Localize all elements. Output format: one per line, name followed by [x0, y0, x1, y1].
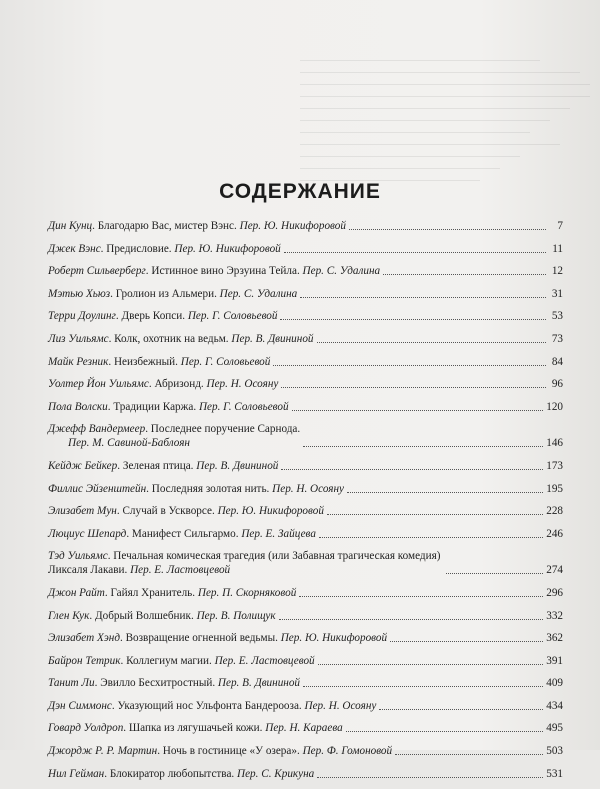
dot-leader	[379, 708, 543, 710]
entry-translator: Пер. Н. Осояну	[206, 378, 279, 391]
entry-author: Терри Доулинг	[48, 310, 116, 323]
toc-entry	[48, 586, 563, 600]
entry-translator: Пер. Ю. Никифоровой	[239, 220, 346, 232]
entry-page: 11	[552, 242, 563, 255]
entry-text: Мэтью Хьюз. Гролион из Альмери. Пер. С. Удалина	[48, 287, 298, 300]
toc-entry	[48, 400, 563, 414]
toc-entry	[48, 355, 563, 369]
entry-text: Джефф Вандермеер. Последнее поручение Сарнода. Пер. М. Савиной-Баблоян	[48, 423, 301, 450]
entry-text: Байрон Тетрик. Коллегиум магии. Пер. Е. Ластовцевой	[48, 654, 315, 667]
toc-entry	[48, 482, 563, 496]
entry-work: Манифест Сильгармо.	[131, 527, 239, 540]
dot-leader	[280, 318, 546, 320]
toc-entry	[48, 744, 563, 758]
entry-work: Случай в Ускворсе.	[122, 505, 215, 518]
dot-leader	[327, 513, 543, 515]
toc-entry	[48, 264, 563, 278]
entry-work: Зеленая птица.	[122, 459, 194, 472]
entry-translator: Пер. Н. Осояну	[272, 482, 344, 495]
entry-page: 531	[546, 767, 563, 780]
toc-entry	[48, 767, 563, 781]
entry-author: Уолтер Йон Уильямс	[48, 378, 149, 391]
entry-page: 31	[551, 287, 563, 300]
entry-translator: Пер. С. Крикуна	[237, 767, 315, 780]
entry-work: Гролион из Альмери.	[115, 287, 217, 300]
entry-translator: Пер. Г. Соловьевой	[180, 355, 271, 368]
dot-leader	[279, 618, 544, 620]
entry-text: Кейдж Бейкер. Зеленая птица. Пер. В. Двининой	[48, 459, 279, 472]
entry-text: Терри Доулинг. Дверь Копси. Пер. Г. Соловьевой	[48, 310, 278, 323]
toc-entry	[48, 459, 563, 473]
toc-entry	[48, 377, 563, 391]
toc-entry	[48, 332, 563, 346]
dot-leader	[383, 273, 546, 275]
toc-entry	[48, 654, 563, 668]
dot-leader	[346, 730, 544, 732]
entry-author: Байрон Тетрик	[48, 654, 121, 667]
entry-work: Коллегиум магии.	[126, 654, 212, 667]
entry-page: 7	[557, 220, 563, 232]
dot-leader	[273, 364, 546, 366]
entry-work: Дверь Копси.	[121, 310, 186, 323]
toc-entry	[48, 631, 563, 645]
entry-translator: Пер. Е. Зайцева	[241, 527, 316, 540]
entry-translator: Пер. В. Двининой	[196, 459, 279, 472]
entry-text: Люциус Шепард. Манифест Сильгармо. Пер. Е. Зайцева	[48, 527, 316, 540]
entry-work: Абризонд.	[154, 378, 204, 391]
entry-translator: Пер. Г. Соловьевой	[187, 310, 278, 323]
entry-author: Лиз Уильямс	[48, 332, 109, 345]
dot-leader	[300, 296, 546, 298]
toc-entry	[48, 527, 563, 541]
entry-work: Ночь в гостинице «У озера».	[162, 745, 300, 758]
entry-translator: Пер. С. Удалина	[302, 265, 381, 278]
entry-translator: Пер. В. Двининой	[231, 332, 314, 345]
entry-translator: Пер. Г. Соловьевой	[198, 400, 289, 413]
toc-entry	[48, 549, 563, 577]
toc-entry	[48, 219, 563, 233]
entry-translator: Пер. М. Савиной-Баблоян	[68, 437, 190, 450]
entry-work: Неизбежный.	[113, 355, 178, 368]
entry-author: Джордж Р. Р. Мартин	[48, 745, 158, 758]
dot-leader	[319, 536, 543, 538]
entry-work: Истинное вино Эрзуина Тейла.	[151, 265, 300, 278]
entry-work: Последнее поручение Сарнода.	[150, 423, 301, 436]
entry-text: Элизабет Мун. Случай в Ускворсе. Пер. Ю. Никифоровой	[48, 505, 324, 518]
entry-author: Тэд Уильямс	[48, 550, 108, 563]
entry-author: Мэтью Хьюз	[48, 287, 111, 300]
entry-author: Пола Волски	[48, 400, 108, 413]
dot-leader	[281, 386, 546, 388]
entry-work: Колк, охотник на ведьм.	[114, 332, 229, 345]
entry-translator: Пер. Ю. Никифоровой	[174, 242, 281, 255]
dot-leader	[303, 685, 543, 687]
entry-translator: Пер. Ю. Никифоровой	[217, 505, 324, 518]
entry-page: 296	[546, 586, 563, 599]
entry-page: 409	[546, 677, 563, 690]
entry-page: 53	[551, 310, 563, 323]
dot-leader	[317, 776, 543, 778]
entry-translator: Пер. Н. Караева	[265, 722, 343, 735]
entry-text: Глен Кук. Добрый Волшебник. Пер. В. Полищук	[48, 609, 276, 622]
entry-page: 120	[546, 400, 563, 413]
entry-author: Дэн Симмонс	[48, 699, 112, 712]
toc-entry	[48, 699, 563, 713]
entry-translator: Пер. Е. Ластовцевой	[214, 654, 315, 667]
dot-leader	[303, 445, 543, 447]
page-title: СОДЕРЖАНИЕ	[219, 180, 381, 203]
entry-page: 195	[546, 482, 563, 495]
entry-text: Элизабет Хэнд. Возвращение огненной ведьмы. Пер. Ю. Никифоровой	[48, 632, 388, 645]
entry-work: Шапка из лягушачьей кожи.	[128, 722, 263, 735]
entry-translator: Пер. Е. Ластовцевой	[130, 564, 231, 577]
entry-work: Эвилло Бесхитростный.	[100, 677, 216, 690]
entry-text: Лиз Уильямс. Колк, охотник на ведьм. Пер. В. Двининой	[48, 332, 314, 345]
entry-translator: Пер. С. Удалина	[219, 287, 298, 300]
entry-work: Блокиратор любопытства.	[109, 767, 235, 780]
entry-work: Предисловие.	[106, 242, 172, 255]
toc-entry	[48, 721, 563, 735]
entry-translator: Пер. В. Двининой	[217, 677, 301, 690]
dot-leader	[395, 753, 543, 755]
entry-translator: Пер. Н. Осояну	[304, 699, 377, 712]
entry-page: 84	[551, 355, 563, 368]
entry-author: Танит Ли	[48, 677, 95, 690]
table-of-contents	[48, 219, 563, 789]
entry-page: 73	[551, 332, 563, 345]
entry-work: Гайял Хранитель.	[110, 586, 196, 599]
dot-leader	[318, 663, 544, 665]
entry-page: 434	[546, 699, 563, 712]
entry-author: Джефф Вандермеер	[48, 423, 146, 436]
dot-leader	[347, 491, 543, 493]
toc-entry	[48, 676, 563, 690]
entry-text: Джек Вэнс. Предисловие. Пер. Ю. Никифоровой	[48, 242, 281, 255]
entry-author: Нил Гейман	[48, 767, 105, 780]
toc-entry	[48, 242, 563, 256]
dot-leader	[349, 228, 546, 230]
entry-translator: Пер. В. Полищук	[196, 609, 276, 622]
entry-translator: Пер. П. Скорняковой	[197, 586, 297, 599]
dot-leader	[284, 251, 546, 253]
entry-work: Указующий нос Ульфонта Бандерооза.	[117, 699, 302, 712]
entry-author: Глен Кук	[48, 609, 90, 622]
entry-page: 96	[551, 378, 563, 391]
entry-page: 146	[546, 437, 563, 450]
entry-work: Последняя золотая нить.	[151, 482, 270, 495]
toc-entry	[48, 504, 563, 518]
entry-page: 246	[546, 527, 563, 540]
entry-text: Дэн Симмонс. Указующий нос Ульфонта Бандерооза. Пер. Н. Осояну	[48, 699, 377, 712]
entry-text: Роберт Сильверберг. Истинное вино Эрзуина Тейла. Пер. С. Удалина	[48, 265, 381, 278]
toc-entry	[48, 309, 563, 323]
dot-leader	[317, 341, 546, 343]
entry-page: 274	[546, 564, 563, 577]
entry-author: Джон Райт	[48, 586, 105, 599]
entry-page: 362	[546, 632, 563, 645]
dot-leader	[292, 409, 544, 411]
entry-text: Уолтер Йон Уильямс. Абризонд. Пер. Н. Осояну	[48, 378, 279, 391]
dot-leader	[281, 468, 543, 470]
entry-author: Кейдж Бейкер	[48, 459, 118, 472]
toc-entry	[48, 609, 563, 623]
entry-author: Джек Вэнс	[48, 242, 101, 255]
entry-work: Традиции Каржа.	[113, 400, 197, 413]
entry-page: 173	[546, 459, 563, 472]
entry-page: 495	[546, 722, 563, 735]
entry-translator: Пер. Ю. Никифоровой	[280, 632, 388, 645]
entry-page: 503	[546, 745, 563, 758]
entry-text: Говард Уолдроп. Шапка из лягушачьей кожи. Пер. Н. Караева	[48, 722, 343, 735]
dot-leader	[446, 572, 543, 574]
entry-work: Благодарю Вас, мистер Вэнс.	[97, 220, 237, 232]
entry-translator: Пер. Ф. Гомоновой	[302, 745, 393, 758]
entry-page: 391	[546, 654, 563, 667]
entry-page: 228	[546, 505, 563, 518]
entry-author: Элизабет Мун	[48, 505, 117, 518]
entry-author: Говард Уолдроп	[48, 722, 124, 735]
entry-text: Дин Кунц. Благодарю Вас, мистер Вэнс. Пер. Ю. Никифоровой	[48, 220, 346, 232]
entry-page: 12	[551, 265, 563, 278]
entry-author: Элизабет Хэнд	[48, 632, 120, 645]
entry-author: Роберт Сильверберг	[48, 265, 146, 278]
entry-author: Майк Резник	[48, 355, 109, 368]
toc-entry	[48, 287, 563, 301]
entry-work: Добрый Волшебник.	[94, 609, 194, 622]
entry-author: Дин Кунц	[48, 220, 93, 232]
entry-work: Печальная комическая трагедия (или Забавная трагическая комедия) Ликсаля Лакави.	[48, 550, 441, 577]
entry-page: 332	[546, 609, 563, 622]
entry-author: Люциус Шепард	[48, 527, 127, 540]
toc-entry	[48, 422, 563, 450]
entry-text: Тэд Уильямс. Печальная комическая трагедия (или Забавная трагическая комедия) Ликсаля Лакави. Пер. Е. Ластовцевой	[48, 550, 441, 577]
entry-text: Танит Ли. Эвилло Бесхитростный. Пер. В. Двининой	[48, 677, 301, 690]
entry-work: Возвращение огненной ведьмы.	[125, 632, 278, 645]
entry-text: Джордж Р. Р. Мартин. Ночь в гостинице «У озера». Пер. Ф. Гомоновой	[48, 745, 393, 758]
entry-text: Пола Волски. Традиции Каржа. Пер. Г. Соловьевой	[48, 400, 289, 413]
entry-text: Нил Гейман. Блокиратор любопытства. Пер. С. Крикуна	[48, 767, 315, 780]
entry-text: Джон Райт. Гайял Хранитель. Пер. П. Скорняковой	[48, 586, 297, 599]
entry-text: Филлис Эйзенштейн. Последняя золотая нить. Пер. Н. Осояну	[48, 482, 344, 495]
entry-text: Майк Резник. Неизбежный. Пер. Г. Соловьевой	[48, 355, 271, 368]
dot-leader	[299, 595, 543, 597]
entry-author: Филлис Эйзенштейн	[48, 482, 147, 495]
dot-leader	[390, 640, 543, 642]
